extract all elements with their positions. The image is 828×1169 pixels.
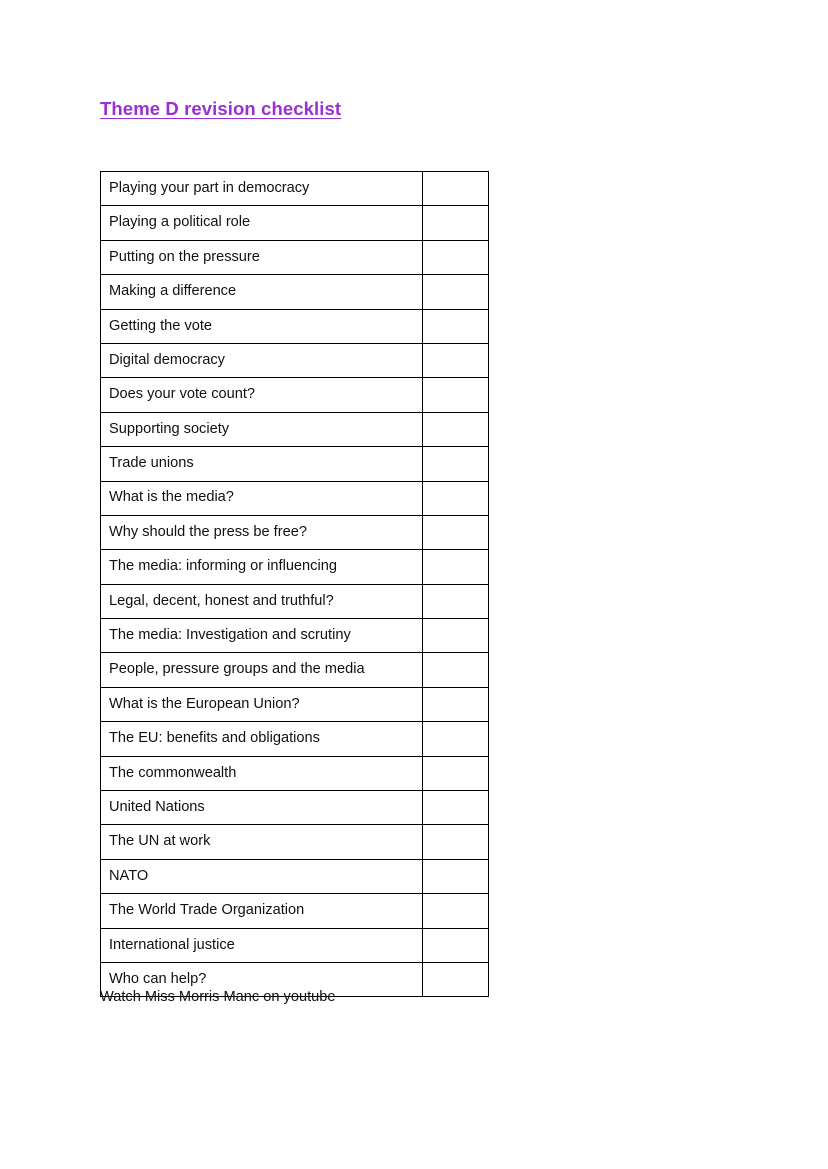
table-row: [101, 859, 489, 893]
checklist-topic-cell: NATO: [101, 859, 423, 893]
table-row: [101, 756, 489, 790]
table-row: [101, 619, 489, 653]
table-row: [101, 894, 489, 928]
checklist-topic-cell: Making a difference: [101, 275, 423, 309]
table-row: [101, 275, 489, 309]
checklist-topic-cell: The EU: benefits and obligations: [101, 722, 423, 756]
table-row: [101, 584, 489, 618]
checklist-check-cell[interactable]: [423, 515, 489, 549]
table-row: [101, 515, 489, 549]
table-row: [101, 791, 489, 825]
checklist-topic-cell: Who can help?: [101, 962, 423, 996]
checklist-topic-cell: Legal, decent, honest and truthful?: [101, 584, 423, 618]
checklist-topic-cell: What is the media?: [101, 481, 423, 515]
checklist-check-cell[interactable]: [423, 584, 489, 618]
table-row: [101, 309, 489, 343]
checklist-topic-cell: The World Trade Organization: [101, 894, 423, 928]
table-row: [101, 481, 489, 515]
checklist-check-cell[interactable]: [423, 825, 489, 859]
checklist-check-cell[interactable]: [423, 791, 489, 825]
checklist-topic-cell: Does your vote count?: [101, 378, 423, 412]
table-row: [101, 653, 489, 687]
checklist-check-cell[interactable]: [423, 378, 489, 412]
checklist-topic-cell: Trade unions: [101, 447, 423, 481]
checklist-topic-cell: United Nations: [101, 791, 423, 825]
checklist-topic-cell: People, pressure groups and the media: [101, 653, 423, 687]
table-row: [101, 928, 489, 962]
revision-checklist-table: [100, 171, 489, 997]
table-row: [101, 343, 489, 377]
checklist-check-cell[interactable]: [423, 619, 489, 653]
checklist-table-body: [101, 172, 489, 997]
checklist-check-cell[interactable]: [423, 343, 489, 377]
checklist-check-cell[interactable]: [423, 859, 489, 893]
checklist-topic-cell: Digital democracy: [101, 343, 423, 377]
checklist-check-cell[interactable]: [423, 653, 489, 687]
table-row: [101, 206, 489, 240]
checklist-check-cell[interactable]: [423, 550, 489, 584]
checklist-check-cell[interactable]: [423, 275, 489, 309]
checklist-check-cell[interactable]: [423, 687, 489, 721]
checklist-check-cell[interactable]: [423, 894, 489, 928]
footer-note: Watch Miss Morris Manc on youtube: [100, 989, 336, 1005]
checklist-topic-cell: Supporting society: [101, 412, 423, 446]
checklist-check-cell[interactable]: [423, 722, 489, 756]
page-title: Theme D revision checklist: [100, 98, 342, 119]
checklist-check-cell[interactable]: [423, 240, 489, 274]
checklist-check-cell[interactable]: [423, 928, 489, 962]
checklist-topic-cell: The UN at work: [101, 825, 423, 859]
table-row: [101, 550, 489, 584]
checklist-topic-cell: Playing your part in democracy: [101, 172, 423, 206]
checklist-check-cell[interactable]: [423, 756, 489, 790]
table-row: [101, 172, 489, 206]
checklist-check-cell[interactable]: [423, 206, 489, 240]
checklist-topic-cell: Getting the vote: [101, 309, 423, 343]
checklist-check-cell[interactable]: [423, 447, 489, 481]
checklist-check-cell[interactable]: [423, 481, 489, 515]
table-row: [101, 722, 489, 756]
table-row: [101, 378, 489, 412]
table-row: [101, 687, 489, 721]
checklist-topic-cell: Playing a political role: [101, 206, 423, 240]
checklist-topic-cell: International justice: [101, 928, 423, 962]
checklist-topic-cell: The media: informing or influencing: [101, 550, 423, 584]
checklist-check-cell[interactable]: [423, 962, 489, 996]
checklist-check-cell[interactable]: [423, 309, 489, 343]
checklist-topic-cell: The media: Investigation and scrutiny: [101, 619, 423, 653]
checklist-topic-cell: The commonwealth: [101, 756, 423, 790]
table-row: [101, 825, 489, 859]
checklist-topic-cell: What is the European Union?: [101, 687, 423, 721]
checklist-check-cell[interactable]: [423, 172, 489, 206]
table-row: [101, 447, 489, 481]
checklist-topic-cell: Why should the press be free?: [101, 515, 423, 549]
checklist-check-cell[interactable]: [423, 412, 489, 446]
checklist-topic-cell: Putting on the pressure: [101, 240, 423, 274]
table-row: [101, 240, 489, 274]
table-row: [101, 412, 489, 446]
